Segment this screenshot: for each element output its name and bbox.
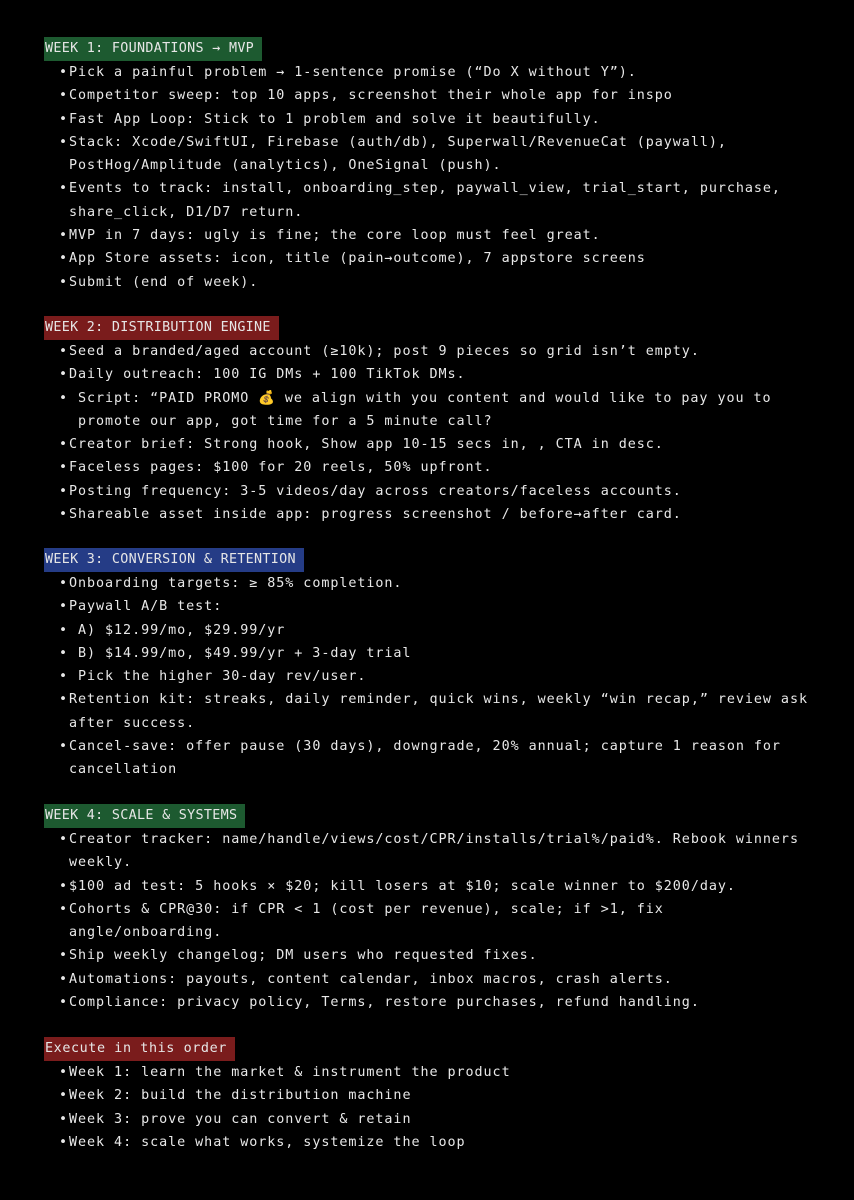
list-item: • Faceless pages: $100 for 20 reels, 50% upfront. [44,456,824,479]
list-item: • Paywall A/B test: [44,595,824,618]
list-item: • Week 1: learn the market & instrument the product [44,1061,824,1084]
list-item: • Cohorts & CPR@30: if CPR < 1 (cost per revenue), scale; if >1, fix angle/onboarding. [44,898,824,945]
list-item: • Week 3: prove you can convert & retain [44,1108,824,1131]
week-1-heading: WEEK 1: FOUNDATIONS → MVP [44,37,262,61]
list-item: • Seed a branded/aged account (≥10k); post 9 pieces so grid isn’t empty. [44,340,824,363]
list-item: • Submit (end of week). [44,271,824,294]
list-item: • MVP in 7 days: ugly is fine; the core loop must feel great. [44,224,824,247]
list-item: • Ship weekly changelog; DM users who requested fixes. [44,944,824,967]
week-1-section [44,37,824,294]
list-item: • Creator brief: Strong hook, Show app 10-15 secs in, , CTA in desc. [44,433,824,456]
list-item: • Cancel-save: offer pause (30 days), downgrade, 20% annual; capture 1 reason for cancellation [44,735,824,782]
list-item: • Shareable asset inside app: progress screenshot / before→after card. [44,503,824,526]
list-item: • Week 4: scale what works, systemize the loop [44,1131,824,1154]
list-item: • A) $12.99/mo, $29.99/yr [44,619,824,642]
week-4-heading: WEEK 4: SCALE & SYSTEMS [44,804,245,828]
execute-section [44,1037,824,1154]
list-item: • Fast App Loop: Stick to 1 problem and solve it beautifully. [44,108,824,131]
week-3-section [44,548,824,782]
list-item: • Compliance: privacy policy, Terms, restore purchases, refund handling. [44,991,824,1014]
week-1-list [44,61,824,294]
list-item: • Posting frequency: 3-5 videos/day across creators/faceless accounts. [44,480,824,503]
list-item: • Retention kit: streaks, daily reminder, quick wins, weekly “win recap,” review ask after success. [44,688,824,735]
list-item: • Competitor sweep: top 10 apps, screenshot their whole app for inspo [44,84,824,107]
week-2-list [44,340,824,526]
list-item: • $100 ad test: 5 hooks × $20; kill losers at $10; scale winner to $200/day. [44,875,824,898]
list-item: • Creator tracker: name/handle/views/cost/CPR/installs/trial%/paid%. Rebook winners weekly. [44,828,824,875]
week-3-list [44,572,824,782]
list-item: • Automations: payouts, content calendar, inbox macros, crash alerts. [44,968,824,991]
list-item: • Pick a painful problem → 1-sentence promise (“Do X without Y”). [44,61,824,84]
execute-heading: Execute in this order [44,1037,235,1061]
list-item: • Week 2: build the distribution machine [44,1084,824,1107]
list-item: • Onboarding targets: ≥ 85% completion. [44,572,824,595]
week-3-heading: WEEK 3: CONVERSION & RETENTION [44,548,304,572]
week-4-section [44,804,824,1014]
list-item: • Stack: Xcode/SwiftUI, Firebase (auth/db), Superwall/RevenueCat (paywall), PostHog/Amplitude (analytics), OneSignal (push). [44,131,824,178]
week-2-heading: WEEK 2: DISTRIBUTION ENGINE [44,316,279,340]
list-item: • B) $14.99/mo, $49.99/yr + 3-day trial [44,642,824,665]
execute-list [44,1061,824,1154]
list-item: • Pick the higher 30-day rev/user. [44,665,824,688]
list-item: • Events to track: install, onboarding_step, paywall_view, trial_start, purchase, share_click, D1/D7 return. [44,177,824,224]
list-item: • Daily outreach: 100 IG DMs + 100 TikTok DMs. [44,363,824,386]
week-4-list [44,828,824,1014]
list-item: • App Store assets: icon, title (pain→outcome), 7 appstore screens [44,247,824,270]
week-2-section [44,316,824,526]
list-item: • Script: “PAID PROMO 💰 we align with you content and would like to pay you to promote our app, got time for a 5 minute call? [44,387,824,434]
